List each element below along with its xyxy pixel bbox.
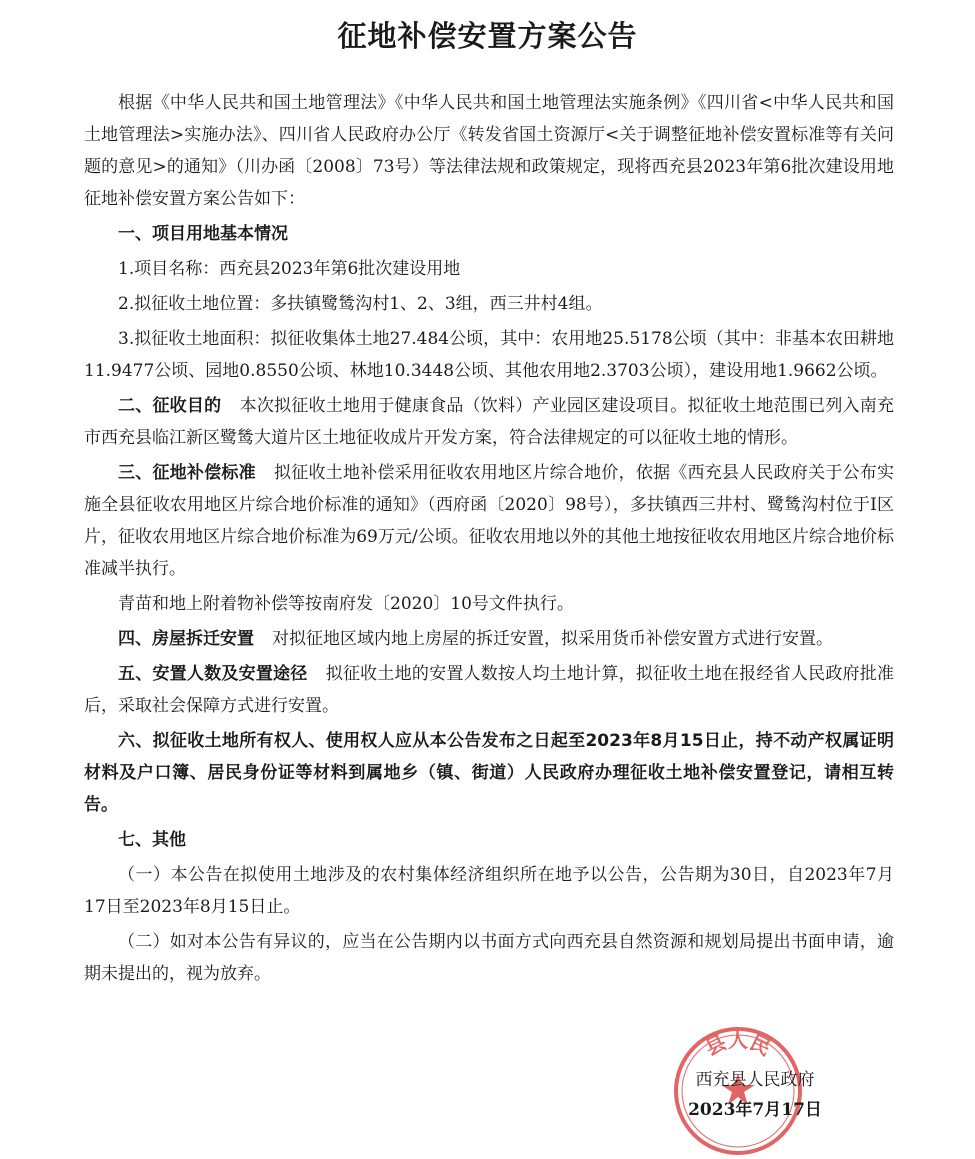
section-3-heading: 三、征地补偿标准	[118, 463, 256, 483]
section-3-extra: 青苗和地上附着物补偿等按南府发〔2020〕10号文件执行。	[118, 594, 574, 614]
section-2-heading: 二、征收目的	[118, 396, 222, 416]
section-7-heading: 七、其他	[118, 830, 186, 850]
section-4-text: 对拟征地区域内地上房屋的拆迁安置，拟采用货币补偿安置方式进行安置。	[272, 629, 833, 649]
section-2-text: 本次拟征收土地用于健康食品（饮料）产业园区建设项目。拟征收土地范围已列入南充市西充县临江新区鹭鸶大道片区土地征收成片开发方案，符合法律规定的可以征收土地的情形。	[84, 396, 895, 448]
section-4-paragraph	[84, 623, 894, 655]
section-1-heading: 一、项目用地基本情况	[118, 224, 288, 244]
section-3-paragraph	[84, 457, 894, 585]
section-5-heading: 五、安置人数及安置途径	[118, 664, 308, 684]
intro-paragraph: 根据《中华人民共和国土地管理法》《中华人民共和国土地管理法实施条例》《四川省<中华人民共和国土地管理法>实施办法》、四川省人民政府办公厅《转发省国土资源厅<关于调整征地补偿安置标准等有关问题的意见>的通知》（川办函〔2008〕73号）等法律法规和政策规定，现将西充县2023年第6批次建设用地征地补偿安置方案公告如下：	[84, 93, 894, 209]
issue-date: 2023年7月17日	[688, 1100, 822, 1120]
document-body	[84, 87, 894, 993]
seal-text: 县人民	[701, 1028, 775, 1061]
section-2-paragraph	[84, 390, 894, 454]
section-6-paragraph: 六、拟征收土地所有权人、使用权人应从本公告发布之日起至2023年8月15日止，持不动产权属证明材料及户口簿、居民身份证等材料到属地乡（镇、街道）人民政府办理征收土地补偿安置登记，请相互转告。	[84, 731, 894, 815]
section-3-text: 拟征收土地补偿采用征收农用地区片综合地价，依据《西充县人民政府关于公布实施全县征收农用地区片综合地价标准的通知》（西府函〔2020〕98号），多扶镇西三井村、鹭鸶沟村位于Ⅰ区片，征收农用地区片综合地价标准为69万元/公顷。征收农用地以外的其他土地按征收农用地区片综合地价标准减半执行。	[84, 463, 895, 579]
section-7-item-1: （一）本公告在拟使用土地涉及的农村集体经济组织所在地予以公告，公告期为30日，自2023年7月17日至2023年8月15日止。	[84, 865, 894, 917]
section-7-item-2: （二）如对本公告有异议的，应当在公告期内以书面方式向西充县自然资源和规划局提出书面申请，逾期未提出的，视为放弃。	[84, 932, 894, 984]
section-4-heading: 四、房屋拆迁安置	[118, 629, 254, 649]
section-5-text: 拟征收土地的安置人数按人均土地计算，拟征收土地在报经省人民政府批准后，采取社会保障方式进行安置。	[84, 664, 894, 716]
section-1-item-3: 3.拟征收土地面积：拟征收集体土地27.484公顷，其中：农用地25.5178公顷（其中：非基本农田耕地11.9477公顷、园地0.8550公顷、林地10.3448公顷、其他农用地2.3703公顷），建设用地1.9662公顷。	[84, 329, 894, 381]
section-5-paragraph	[84, 658, 894, 722]
section-1-item-2: 2.拟征收土地位置：多扶镇鹭鸶沟村1、2、3组，西三井村4组。	[118, 294, 603, 314]
issuer-name: 西充县人民政府	[695, 1070, 815, 1090]
document-title: 征地补偿安置方案公告	[337, 19, 638, 53]
section-1-item-1: 1.项目名称：西充县2023年第6批次建设用地	[118, 259, 461, 279]
signature-block	[660, 1065, 850, 1125]
